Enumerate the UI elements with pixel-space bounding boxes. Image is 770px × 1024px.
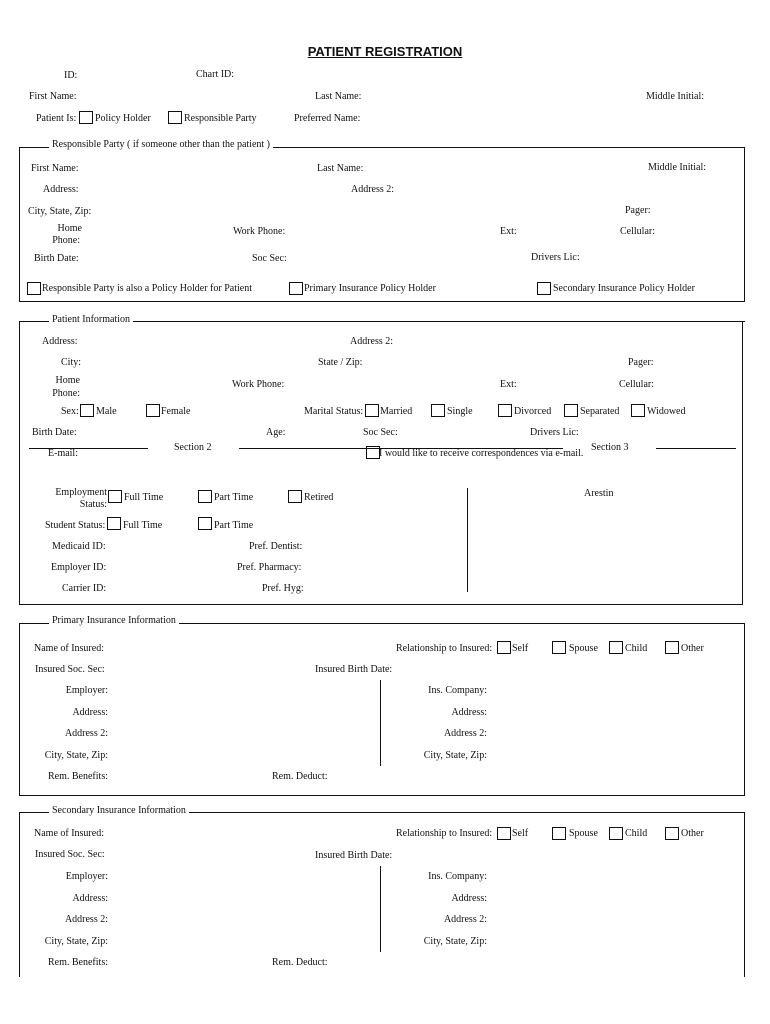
single-checkbox[interactable]	[431, 404, 445, 417]
responsible-party-checkbox[interactable]	[168, 111, 182, 124]
section2-rule-left	[29, 448, 148, 449]
pat-drivers-lic: Drivers Lic:	[530, 427, 579, 438]
pri-csz-left: City, State, Zip:	[44, 750, 108, 761]
resp-ext: Ext:	[500, 226, 517, 237]
section3-heading: Section 3	[591, 442, 629, 453]
sec-insured-soc-sec: Insured Soc. Sec:	[35, 849, 105, 860]
resp-secondary-holder-label: Secondary Insurance Policy Holder	[553, 283, 695, 294]
pref-hyg-label: Pref. Hyg:	[262, 583, 304, 594]
resp-birth-date: Birth Date:	[34, 253, 79, 264]
policy-holder-checkbox[interactable]	[79, 111, 93, 124]
employment-label-1: Employment	[55, 487, 107, 498]
secondary-box-right	[744, 812, 745, 977]
separated-label: Separated	[580, 406, 620, 417]
resp-last-name: Last Name:	[317, 163, 364, 174]
resp-soc-sec: Soc Sec:	[252, 253, 287, 264]
married-label: Married	[380, 406, 413, 417]
pri-employer: Employer:	[65, 685, 108, 696]
last-name-label: Last Name:	[315, 91, 362, 102]
pri-insured-birth-date: Insured Birth Date:	[315, 664, 393, 675]
arestin-label: Arestin	[584, 488, 614, 499]
sec-spouse-checkbox[interactable]	[552, 827, 566, 840]
pat-age: Age:	[266, 427, 286, 438]
pat-city: City:	[61, 357, 82, 368]
responsible-box-bottom	[19, 301, 745, 302]
preferred-name-label: Preferred Name:	[294, 113, 361, 124]
sec-address2-right: Address 2:	[443, 914, 487, 925]
patient-box-right	[742, 321, 743, 462]
carrier-id-label: Carrier ID:	[62, 583, 107, 594]
emp-part-time-checkbox[interactable]	[198, 490, 212, 503]
section2-rule-right	[239, 448, 563, 449]
pat-sex-label: Sex:	[61, 406, 79, 417]
pat-state-zip: State / Zip:	[318, 357, 363, 368]
pri-address-right: Address:	[451, 707, 487, 718]
pri-rem-benefits: Rem. Benefits:	[48, 771, 108, 782]
sec-address2-left: Address 2:	[64, 914, 108, 925]
emp-full-time-label: Full Time	[124, 492, 164, 503]
sec-name-of-insured: Name of Insured:	[34, 828, 104, 839]
responsible-heading: Responsible Party ( if someone other than the patient )	[49, 140, 273, 150]
pat-email: E-mail:	[48, 448, 78, 459]
primary-box-bottom	[19, 795, 745, 796]
sex-female-checkbox[interactable]	[146, 404, 160, 417]
pri-name-of-insured: Name of Insured:	[34, 643, 104, 654]
sec-csz-right: City, State, Zip:	[423, 936, 487, 947]
widowed-checkbox[interactable]	[631, 404, 645, 417]
sec-employer: Employer:	[65, 871, 108, 882]
patient-is-label: Patient Is:	[36, 113, 77, 124]
pat-work-phone: Work Phone:	[232, 379, 285, 390]
emp-retired-checkbox[interactable]	[288, 490, 302, 503]
resp-first-name: First Name:	[31, 163, 79, 174]
medicaid-id-label: Medicaid ID:	[52, 541, 106, 552]
resp-also-policy-holder-checkbox[interactable]	[27, 282, 41, 295]
resp-address2: Address 2:	[351, 184, 395, 195]
secondary-heading: Secondary Insurance Information	[49, 806, 189, 816]
resp-pager: Pager:	[625, 205, 651, 216]
pat-address: Address:	[42, 336, 78, 347]
sec-ins-company: Ins. Company:	[428, 871, 487, 882]
pri-csz-right: City, State, Zip:	[423, 750, 487, 761]
sec-insured-birth-date: Insured Birth Date:	[315, 850, 393, 861]
pri-child-checkbox[interactable]	[609, 641, 623, 654]
sec-other-checkbox[interactable]	[665, 827, 679, 840]
sec-relationship: Relationship to Insured:	[396, 828, 493, 839]
section-divider	[467, 488, 468, 592]
pri-rem-deduct: Rem. Deduct:	[272, 771, 328, 782]
patient-heading: Patient Information	[49, 315, 133, 325]
sec-self-label: Self	[512, 828, 529, 839]
pri-address2-left: Address 2:	[64, 728, 108, 739]
sec-rem-benefits: Rem. Benefits:	[48, 957, 108, 968]
sec-spouse-label: Spouse	[569, 828, 598, 839]
resp-middle-initial: Middle Initial:	[648, 162, 707, 173]
responsible-box-left	[19, 147, 20, 302]
pref-pharmacy-label: Pref. Pharmacy:	[237, 562, 302, 573]
first-name-label: First Name:	[29, 91, 77, 102]
student-status-label: Student Status:	[45, 520, 106, 531]
pat-home-label-2: Phone:	[52, 388, 80, 399]
pat-cellular: Cellular:	[619, 379, 654, 390]
pri-other-label: Other	[681, 643, 704, 654]
pri-child-label: Child	[625, 643, 648, 654]
pri-ins-company: Ins. Company:	[428, 685, 487, 696]
sec-child-checkbox[interactable]	[609, 827, 623, 840]
email-opt-label: I would like to receive correspondences via e-mail.	[379, 448, 584, 459]
employer-id-label: Employer ID:	[51, 562, 107, 573]
responsible-party-label: Responsible Party	[184, 113, 257, 124]
resp-primary-holder-label: Primary Insurance Policy Holder	[304, 283, 436, 294]
primary-heading: Primary Insurance Information	[49, 616, 179, 626]
section3-rule	[656, 448, 736, 449]
resp-also-policy-holder-label: Responsible Party is also a Policy Holder for Patient	[42, 283, 252, 294]
sec-self-checkbox[interactable]	[497, 827, 511, 840]
employment-label-2: Status:	[79, 499, 107, 510]
resp-drivers-lic: Drivers Lic:	[531, 252, 580, 263]
stu-full-time-label: Full Time	[123, 520, 163, 531]
primary-divider	[380, 680, 381, 766]
divorced-label: Divorced	[514, 406, 552, 417]
sex-female-label: Female	[161, 406, 191, 417]
sex-male-checkbox[interactable]	[80, 404, 94, 417]
sec-csz-left: City, State, Zip:	[44, 936, 108, 947]
resp-work-phone: Work Phone:	[233, 226, 286, 237]
stu-part-time-checkbox[interactable]	[198, 517, 212, 530]
married-checkbox[interactable]	[365, 404, 379, 417]
pat-home-label-1: Home	[55, 375, 80, 386]
patient-box-left-lower	[19, 462, 20, 604]
resp-primary-holder-checkbox[interactable]	[289, 282, 303, 295]
chart-id-label: Chart ID:	[196, 69, 235, 80]
separated-checkbox[interactable]	[564, 404, 578, 417]
resp-secondary-holder-checkbox[interactable]	[537, 282, 551, 295]
widowed-label: Widowed	[647, 406, 686, 417]
sec-child-label: Child	[625, 828, 648, 839]
resp-city-state-zip: City, State, Zip:	[28, 206, 92, 217]
sec-rem-deduct: Rem. Deduct:	[272, 957, 328, 968]
emp-retired-label: Retired	[304, 492, 334, 503]
pri-self-label: Self	[512, 643, 529, 654]
sex-male-label: Male	[96, 406, 117, 417]
pat-ext: Ext:	[500, 379, 517, 390]
resp-cellular: Cellular:	[620, 226, 655, 237]
middle-initial-label: Middle Initial:	[646, 91, 705, 102]
page-title: PATIENT REGISTRATION	[307, 44, 463, 59]
pri-other-checkbox[interactable]	[665, 641, 679, 654]
pri-spouse-checkbox[interactable]	[552, 641, 566, 654]
pref-dentist-label: Pref. Dentist:	[249, 541, 303, 552]
patient-box-left	[19, 321, 20, 462]
pat-pager: Pager:	[628, 357, 654, 368]
pat-birth-date: Birth Date:	[32, 427, 77, 438]
stu-full-time-checkbox[interactable]	[107, 517, 121, 530]
marital-status-label: Marital Status:	[304, 406, 364, 417]
patient-box-bottom	[19, 604, 743, 605]
primary-box-right	[744, 623, 745, 795]
policy-holder-label: Policy Holder	[95, 113, 151, 124]
pri-address-left: Address:	[72, 707, 108, 718]
sec-address-left: Address:	[72, 893, 108, 904]
resp-home-label-2: Phone:	[52, 235, 80, 246]
responsible-box-right	[744, 147, 745, 302]
resp-home-label-1: Home	[57, 223, 82, 234]
pri-relationship: Relationship to Insured:	[396, 643, 493, 654]
section2-heading: Section 2	[174, 442, 212, 453]
pri-spouse-label: Spouse	[569, 643, 598, 654]
pri-address2-right: Address 2:	[443, 728, 487, 739]
pri-insured-soc-sec: Insured Soc. Sec:	[35, 664, 105, 675]
stu-part-time-label: Part Time	[214, 520, 254, 531]
id-label: ID:	[64, 70, 78, 81]
pri-self-checkbox[interactable]	[497, 641, 511, 654]
sec-other-label: Other	[681, 828, 704, 839]
pat-soc-sec: Soc Sec:	[363, 427, 398, 438]
pat-address2: Address 2:	[350, 336, 394, 347]
emp-full-time-checkbox[interactable]	[108, 490, 122, 503]
secondary-divider	[380, 866, 381, 952]
emp-part-time-label: Part Time	[214, 492, 254, 503]
divorced-checkbox[interactable]	[498, 404, 512, 417]
patient-box-right-lower	[742, 462, 743, 604]
sec-address-right: Address:	[451, 893, 487, 904]
single-label: Single	[447, 406, 473, 417]
resp-address: Address:	[43, 184, 79, 195]
